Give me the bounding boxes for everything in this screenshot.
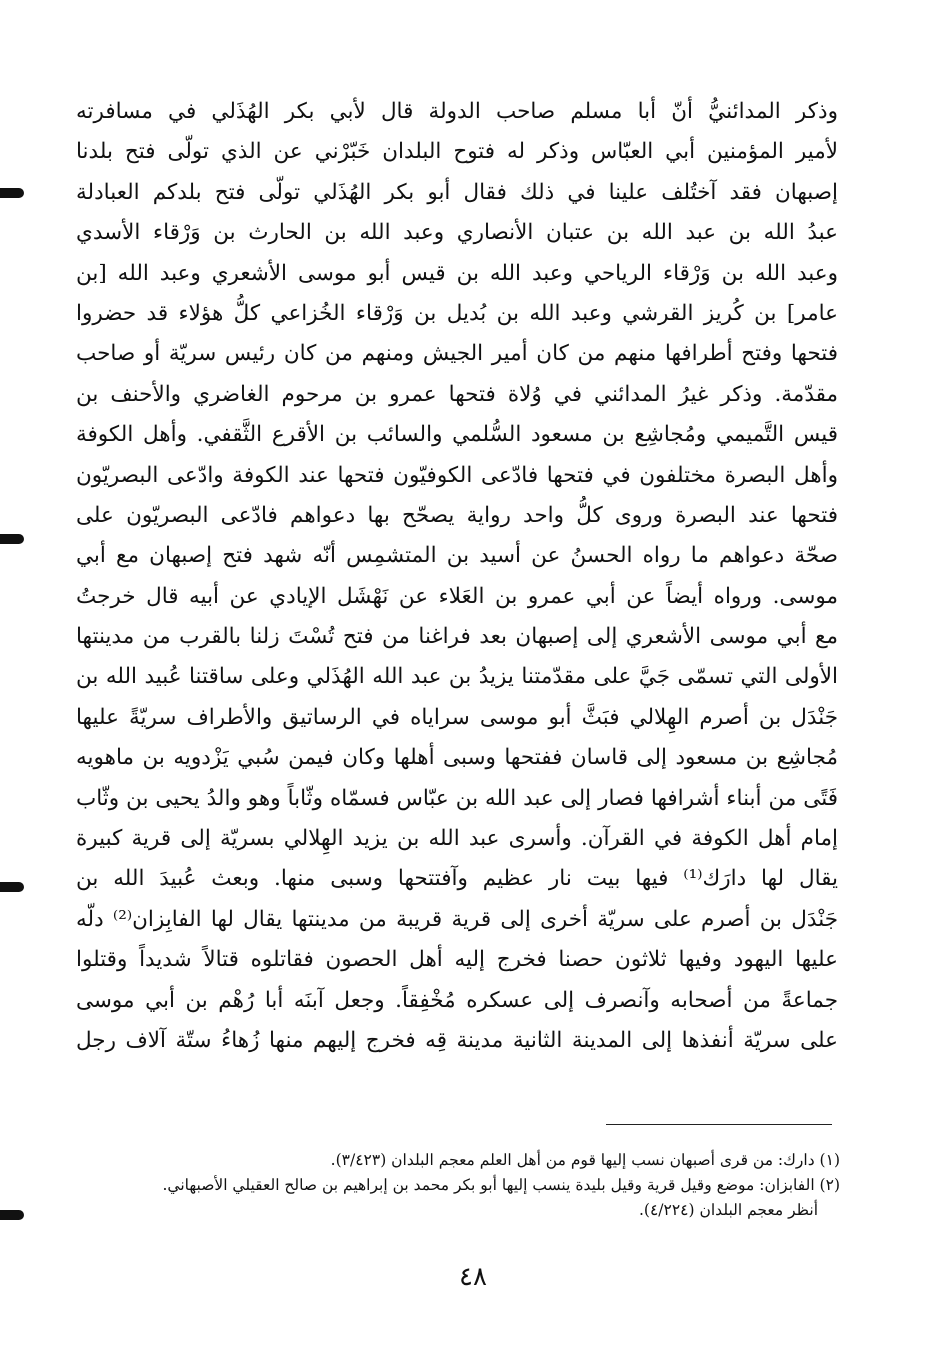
- text-line: فتحها عند البصرة وروى كلُّ واحد رواية يصحّح بها دعواهم فادّعى البصريّون على: [76, 502, 838, 528]
- body-text: [76, 92, 838, 1061]
- text-line: عامر] بن كُريز القرشي وعبد الله بن بُديل بن وَرْقاء الخُزاعي كلُّ هؤلاء قد حضروا: [76, 300, 838, 326]
- text-line: مقدّمة. وذكر غيرُ المدائني في وُلاة فتحها عمرو بن مرحوم الغاضري والأحنف بن: [76, 381, 838, 407]
- text-line: جماعةً من أصحابه وآنصرف إلى عسكره مُخْفِقاً. وجعل آبنَه أبا رُهْم بن أبي موسى: [76, 987, 838, 1013]
- footnotes: [60, 1148, 840, 1223]
- text-line: مُجاشِع بن مسعود إلى قاسان ففتحها وسبى أهلها وكان فيمن سُبي يَزْدويه بن ماهويه: [76, 745, 838, 771]
- text-line: عليها اليهود وفيها ثلاثون حصنا فخرج إليه أهل الحصون فقاتلوه قتالاً شديداً وقتلوا: [76, 947, 838, 973]
- footnote-1: (١) دارك: من قرى أصبهان نسب إليها قوم من أهل العلم معجم البلدان (٣/٤٢٣).: [330, 1151, 840, 1169]
- text-line: وذكر المدائنيُّ أنّ أبا مسلم صاحب الدولة قال لأبي بكر الهُذَلي في مسافرته: [76, 99, 838, 124]
- text-line: جَنْدَل بن أصرم الهِلالي فبَثَّ أبو موسى سراياه في الرساتيق والأطراف سريّةً عليها: [76, 704, 838, 730]
- text-line: جَنْدَل بن أصرم على سريّة أخرى إلى قرية قريبة من مدينتها يقال لها الفابِزان⁽²⁾ دلّه: [76, 906, 838, 932]
- text-line: صحّة دعواهم ما رواه الحسنُ عن أسيد بن المتشمِس أنّه شهد فتح إصبهان مع أبي: [76, 543, 838, 569]
- text-line: مع أبي موسى الأشعري إلى إصبهان بعد فراغنا من فتح تُسْتَ زلنا بالقرب من مدينتها: [76, 624, 838, 650]
- text-line: وعبد الله بن وَرْقاء الرياحي وعبد الله بن قيس أبو موسى الأشعري وعبد الله [بن: [76, 260, 838, 286]
- text-line: وأهل البصرة مختلفون في فتحها فادّعى الكوفيّون فتحها عند الكوفة وادّعى البصريّون: [76, 462, 838, 488]
- text-line: قيس التَّميمي ومُجاشِع بن مسعود السُّلمي والسائب بن الأقرع الثَّقفي. وأهل الكوفة: [76, 422, 838, 448]
- margin-mark: [0, 1210, 24, 1220]
- text-line: فتحها وفتح أطرافها منهم من كان أمير الجيش ومنهم من كان رئيس سريّة أو صاحب: [76, 341, 838, 367]
- text-line: يقال لها دارَك⁽¹⁾ فيها بيت نار عظيم وآفتتحها وسبى منها. وبعث عُبيدَ الله بن: [76, 866, 838, 892]
- footnote-divider: [606, 1124, 832, 1125]
- margin-mark: [0, 188, 24, 198]
- text-line: موسى. ورواه أيضاً عن أبي عمرو بن العَلاء عن نَهْشَل الإيادي عن أبيه قال خرجتُ: [76, 583, 838, 609]
- footnote-2: (٢) الفابزان: موضع وقيل قرية وقيل بليدة ينسب إليها أبو بكر محمد بن إبراهيم بن صالح العقيلي الأصبهاني.: [162, 1176, 840, 1194]
- text-line: لأمير المؤمنين أبي العبّاس وذكر له فتوح البلدان خَبّرْني عن الذي تولّى فتح بلدنا: [76, 139, 838, 165]
- text-line: عبدُ الله بن عبد الله بن عتبان الأنصاري وعبد الله بن الحارث بن وَرْقاء الأسدي: [76, 220, 838, 246]
- text-line: فَتًى من أبناء أشرافها فصار إلى عبد الله بن عبّاس فسمّاه وثّاباً وهو والدُ يحيى بن وثّاب: [76, 785, 838, 811]
- text-line: الأولى التي تسمّى جَيَّ على مقدّمتنا يزيدُ بن عبد الله الهُذَلي وعلى ساقتنا عُبيد الله بن: [76, 664, 838, 690]
- margin-mark: [0, 882, 24, 892]
- text-line: إصبهان فقد آختُلف علينا في ذلك فقال أبو بكر الهُذَلي تولّى فتح بلدكم العبادلة: [76, 179, 838, 205]
- margin-mark: [0, 534, 24, 544]
- footnote-2-continuation: أنظر معجم البلدان (٤/٢٢٤).: [639, 1201, 818, 1219]
- text-line: إمام أهل الكوفة في القرآن. وأسرى عبد الله بن يزيد الهِلالي بسريّة إلى قرية كبيرة: [76, 826, 838, 852]
- text-line: على سريّة أنفذها إلى المدينة الثانية مدينة قِه فخرج إليهم منها زُهاءُ ستّة آلاف رجل: [76, 1027, 838, 1053]
- page-number: ٤٨: [459, 1262, 487, 1292]
